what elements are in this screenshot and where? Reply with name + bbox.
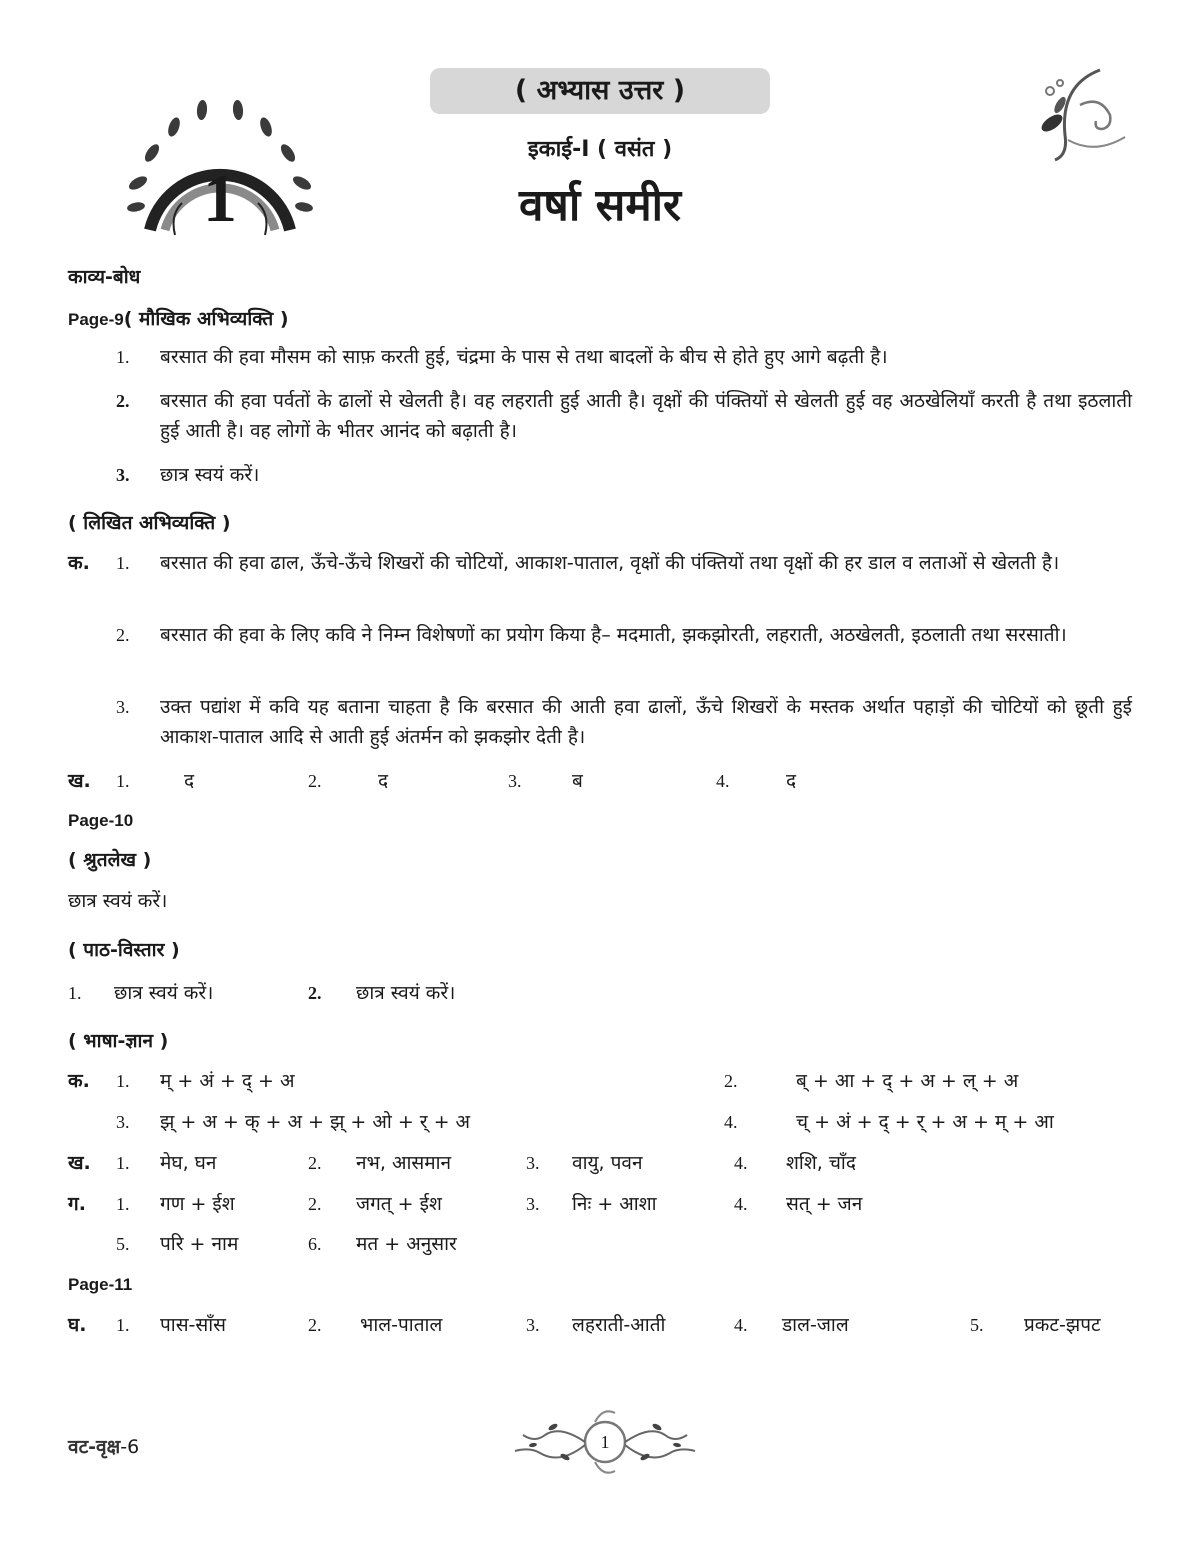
answer-text: मत + अनुसार (356, 1233, 457, 1255)
answer-text: शशि, चाँद (786, 1152, 856, 1174)
item-number: 4. (734, 1194, 748, 1214)
section-label-ka: क. (68, 1070, 90, 1092)
answer-text: वायु, पवन (572, 1152, 643, 1174)
item-number: 1. (68, 983, 82, 1003)
answer-option: द (184, 770, 195, 792)
item-number: 2. (116, 391, 130, 411)
answer-text: उक्त पद्यांश में कवि यह बताना चाहता है कि बरसात की आती हवा ढालों, ऊँचे शिखरों के मस्तक अर्थात पहाड़ों की चोटियों को छूती हुई आकाश-पाताल आदि से आती हुई अंतर्मन को झकझोर देती है। (160, 696, 1132, 748)
item-number: 4. (724, 1112, 738, 1132)
answer-text: ब् + आ + द् + अ + ल् + अ (796, 1070, 1019, 1092)
maukhik-heading: ( मौखिक अभिव्यक्ति ) (123, 308, 289, 330)
answer-text: लहराती-आती (572, 1314, 666, 1336)
shrutlekh-answer: छात्र स्वयं करें। (68, 890, 168, 912)
answer-text: नभ, आसमान (356, 1152, 452, 1174)
answer-text: बरसात की हवा ढाल, ऊँचे-ऊँचे शिखरों की चोटियों, आकाश-पाताल, वृक्षों की पंक्तियों तथा वृक्षों की हर डाल व लताओं से खेलती है। (160, 552, 1060, 574)
answer-text: परि + नाम (160, 1233, 239, 1255)
answer-text: छात्र स्वयं करें। (160, 464, 260, 486)
item-number: 3. (508, 771, 522, 791)
item-number: 3. (116, 697, 130, 717)
answer-text: बरसात की हवा के लिए कवि ने निम्न विशेषणों का प्रयोग किया है– मदमाती, झकझोरती, लहराती, अठखेलती, इठलाती तथा सरसाती। (160, 624, 1067, 646)
item-number: 2. (308, 1315, 322, 1335)
exercise-answers-banner: ( अभ्यास उत्तर ) (430, 68, 770, 114)
book-class: -6 (120, 1436, 140, 1458)
item-number: 4. (716, 771, 730, 791)
book-name: वट-वृक्ष (68, 1436, 121, 1458)
page9-label: Page-9 (68, 310, 124, 329)
answer-option: ब (572, 770, 583, 792)
answer-text: मेघ, घन (160, 1152, 217, 1174)
answer-option: द (378, 770, 389, 792)
page10-heading: Page-10 (68, 811, 134, 830)
answer-text: छात्र स्वयं करें। (356, 982, 456, 1004)
item-number: 3. (116, 465, 130, 485)
item-number: 5. (116, 1234, 130, 1254)
item-number: 4. (734, 1315, 748, 1335)
answer-text: पास-साँस (160, 1314, 227, 1336)
answer-text: डाल-जाल (782, 1314, 849, 1336)
answer-text: छात्र स्वयं करें। (114, 982, 214, 1004)
answer-text: सत् + जन (786, 1193, 863, 1215)
floral-ornament-icon (1040, 65, 1135, 165)
page11-heading: Page-11 (68, 1275, 133, 1294)
page9-heading (68, 304, 289, 334)
answer-text: च् + अं + द् + र् + अ + म् + आ (796, 1111, 1054, 1133)
vistar-heading: ( पाठ-विस्तार ) (68, 939, 180, 961)
item-number: 2. (308, 983, 322, 1003)
answer-text: जगत् + ईश (356, 1193, 442, 1215)
answer-text: भाल-पाताल (360, 1314, 443, 1336)
item-number: 4. (734, 1153, 748, 1173)
unit-label: इकाई-I ( वसंत ) (527, 137, 673, 162)
answer-text: म् + अं + द् + अ (160, 1070, 295, 1092)
kavya-bodh-heading: काव्य-बोध (68, 266, 141, 288)
book-title (68, 1432, 139, 1462)
answer-text: निः + आशा (572, 1193, 657, 1215)
answer-option: द (786, 770, 797, 792)
item-number: 3. (526, 1153, 540, 1173)
answer-text: झ् + अ + क् + अ + झ् + ओ + र् + अ (160, 1111, 471, 1133)
answer-text: गण + ईश (160, 1193, 235, 1215)
section-label-ka: क. (68, 552, 90, 574)
bhasha-heading: ( भाषा-ज्ञान ) (68, 1030, 169, 1052)
answer-text: बरसात की हवा पर्वतों के ढालों से खेलती है। वह लहराती हुई आती है। वृक्षों की पंक्तियों से खेलती हुई वह अठखेलियाँ करती है तथा इठलाती हुई आती है। वह लोगों के भीतर आनंद को बढ़ाती है। (160, 390, 1132, 442)
item-number: 6. (308, 1234, 322, 1254)
item-number: 5. (970, 1315, 984, 1335)
answer-text: प्रकट-झपट (1024, 1314, 1101, 1336)
item-number: 2. (308, 1153, 322, 1173)
page-number: 1 (600, 1432, 610, 1452)
item-number: 1. (116, 1153, 130, 1173)
section-label-kha: ख. (68, 1152, 91, 1174)
chapter-number: 1 (203, 160, 237, 236)
item-number: 2. (308, 771, 322, 791)
item-number: 3. (526, 1315, 540, 1335)
item-number: 1. (116, 1315, 130, 1335)
item-number: 1. (116, 347, 130, 367)
section-label-kha: ख. (68, 770, 91, 792)
item-number: 3. (116, 1112, 130, 1132)
item-number: 3. (526, 1194, 540, 1214)
section-label-gha: घ. (68, 1314, 87, 1336)
item-number: 2. (116, 625, 130, 645)
chapter-title: वर्षा समीर (518, 180, 682, 231)
item-number: 2. (724, 1071, 738, 1091)
likhit-heading: ( लिखित अभिव्यक्ति ) (68, 512, 231, 534)
item-number: 1. (116, 771, 130, 791)
item-number: 1. (116, 1194, 130, 1214)
item-number: 2. (308, 1194, 322, 1214)
item-number: 1. (116, 1071, 130, 1091)
section-label-ga: ग. (68, 1193, 86, 1215)
answer-text: बरसात की हवा मौसम को साफ़ करती हुई, चंद्रमा के पास से तथा बादलों के बीच से होते हुए आगे बढ़ती है। (160, 346, 888, 368)
shrutlekh-heading: ( श्रुतलेख ) (68, 849, 152, 871)
item-number: 1. (116, 553, 130, 573)
